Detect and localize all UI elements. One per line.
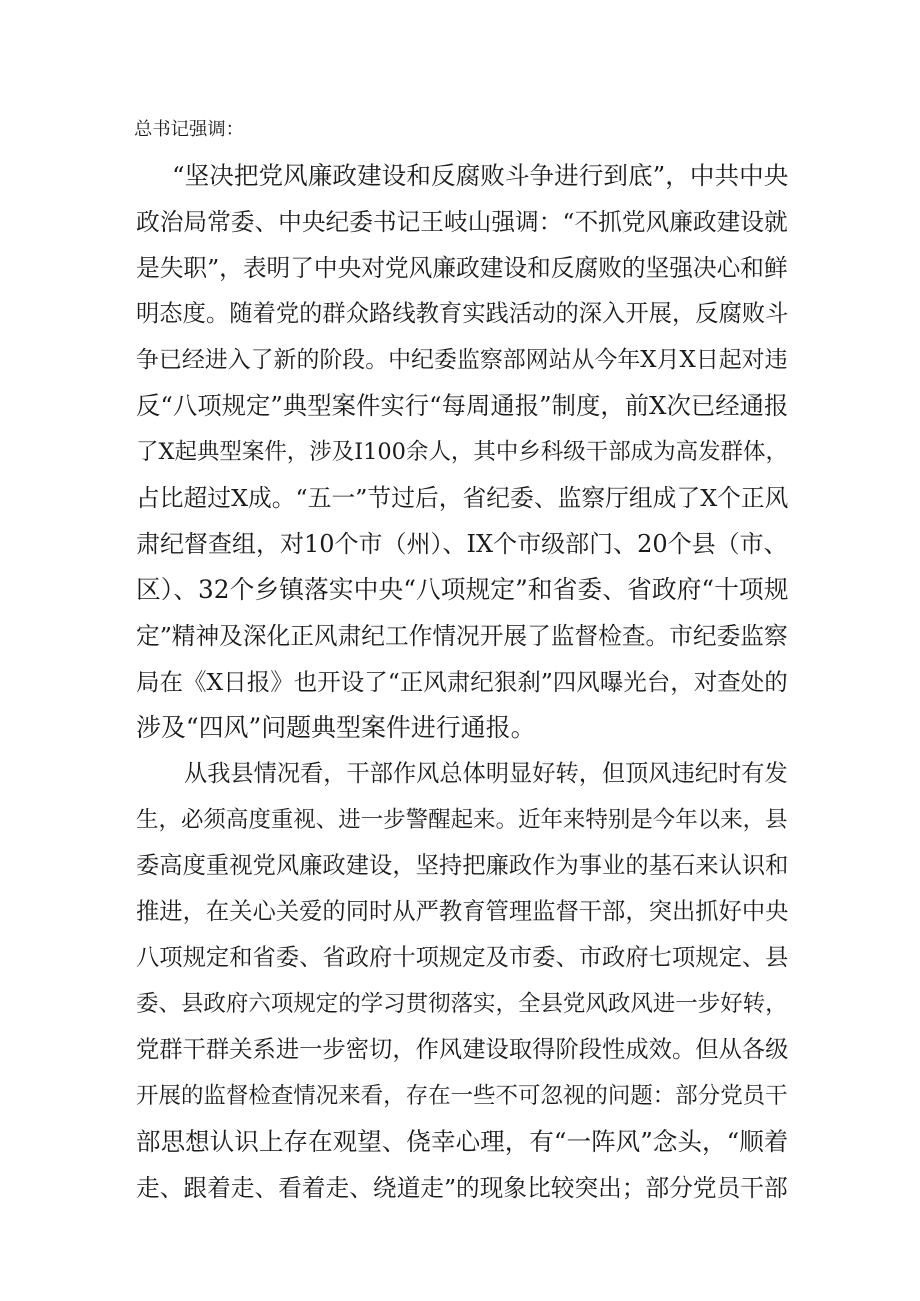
text-line-10: 肃纪督查组，对10个市（州）、IX个市级部门、20个县（市、 xyxy=(136,530,788,558)
text-line-22: 开展的监督检查情况来看，存在一些不可忽视的问题：部分党员干 xyxy=(136,1083,788,1109)
text-line-17: 委高度重视党风廉政建设，坚持把廉政作为事业的基石来认识和 xyxy=(136,852,789,879)
text-line-7: 反“八项规定”典型案件实行“每周通报”制度，前X次已经通报 xyxy=(136,391,789,420)
text-line-21: 党群干群关系进一步密切，作风建设取得阶段性成效。但从各级 xyxy=(136,1036,789,1063)
text-line-11: 区）、32个乡镇落实中央“八项规定”和省委、省政府“十项规 xyxy=(136,575,789,604)
text-line-24: 走、跟着走、看着走、绕道走”的现象比较突出；部分党员干部 xyxy=(136,1174,788,1202)
text-line-1: 总书记强调： xyxy=(134,119,244,140)
text-line-12: 定”精神及深化正风肃纪工作情况开展了监督检查。市纪委监察 xyxy=(136,622,788,650)
text-line-2: “坚决把党风廉政建设和反腐败斗争进行到底”，中共中央 xyxy=(172,161,789,190)
text-line-3: 政治局常委、中央纪委书记王岐山强调：“不抓党风廉政建设就 xyxy=(136,208,788,236)
text-line-16: 生，必须高度重视、进一步警醒起来。近年来特别是今年以来，县 xyxy=(136,807,788,833)
text-line-8: 了X起典型案件，涉及I100余人，其中乡科级干部成为高发群体， xyxy=(136,439,788,465)
text-line-20: 委、县政府六项规定的学习贯彻落实，全县党风政风进一步好转， xyxy=(136,991,788,1017)
text-line-5: 明态度。随着党的群众路线教育实践活动的深入开展，反腐败斗 xyxy=(136,300,789,327)
text-line-6: 争已经进入了新的阶段。中纪委监察部网站从今年X月X日起对违 xyxy=(136,347,788,373)
text-line-18: 推进，在关心关爱的同时从严教育管理监督干部，突出抓好中央 xyxy=(136,898,789,925)
text-line-4: 是失职”，表明了中央对党风廉政建设和反腐败的坚强决心和鲜 xyxy=(136,254,788,282)
text-line-15: 从我县情况看，干部作风总体明显好转，但顶风违纪时有发 xyxy=(184,760,788,787)
text-line-14: 涉及“四风”问题典型案件进行通报。 xyxy=(136,713,536,742)
text-line-9: 占比超过X成。“五一”节过后，省纪委、监察厅组成了X个正风 xyxy=(136,484,789,512)
text-line-19: 八项规定和省委、省政府十项规定及市委、市政府七项规定、县 xyxy=(136,944,789,971)
text-line-13: 局在《X日报》也开设了“正风肃纪狠刹”四风曝光台，对查处的 xyxy=(136,668,788,696)
text-line-23: 部思想认识上存在观望、侥幸心理，有“一阵风”念头，“顺着 xyxy=(136,1127,789,1156)
